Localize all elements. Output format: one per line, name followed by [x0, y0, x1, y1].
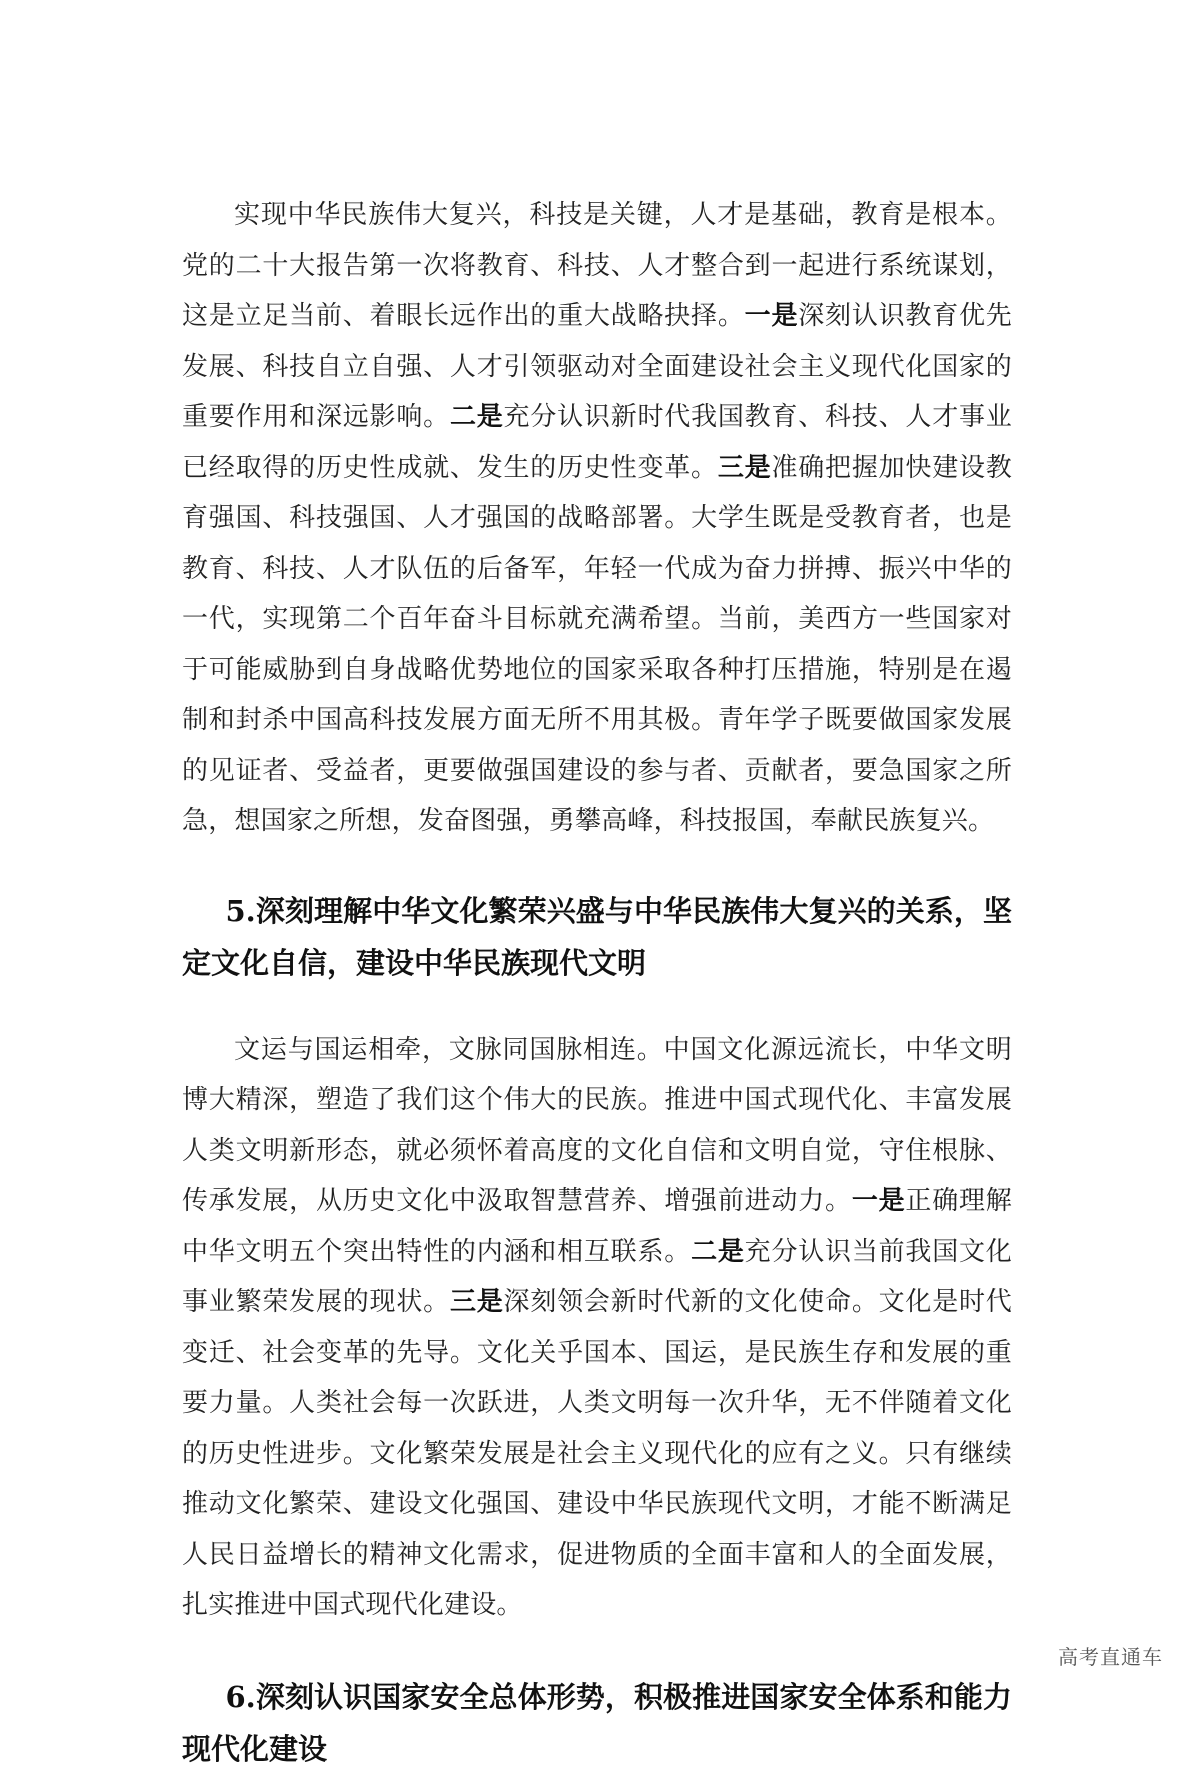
paragraph-text: 准确把握加快建设教育强国、科技强国、人才强国的战略部署。大学生既是受教育者，也是教育、科技、人才队伍的后备军，年轻一代成为奋力拼搏、振兴中华的一代，实现第二个百年奋斗目标就充满希望。当前，美西方一些国家对于可能威胁到自身战略优势地位的国家采取各种打压措施，特别是在遏制和封杀中国高科技发展方面无所不用其极。青年学子既要做国家发展的见证者、受益者，更要做强国建设的参与者、贡献者，要急国家之所急，想国家之所想，发奋图强，勇攀高峰，科技报国，奉献民族复兴。: [182, 452, 1012, 836]
section-heading-5: 5.深刻理解中华文化繁荣兴盛与中华民族伟大复兴的关系，坚定文化自信，建设中华民族现代文明: [182, 893, 1012, 980]
watermark-text: 高考直通车: [1058, 1645, 1163, 1669]
paragraph-text: 充分认识新时代我国教育、科技、人才事业已经取得的历史性成就、发生的历史性变革。: [182, 402, 1012, 483]
bold-label-second: 二是: [691, 1236, 745, 1267]
paragraph-text: 深刻认识教育优先发展、科技自立自强、人才引领驱动对全面建设社会主义现代化国家的重要作用和深远影响。: [182, 301, 1012, 432]
bold-label-first: 一是: [851, 1186, 906, 1216]
paragraph-text: 文运与国运相牵，文脉同国脉相连。中国文化源远流长，中华文明博大精深，塑造了我们这个伟大的民族。推进中国式现代化、丰富发展人类文明新形态，就必须怀着高度的文化自信和文明自觉，守住根脉、传承发展，从历史文化中汲取智慧营养、增强前进动力。: [182, 1034, 1012, 1216]
paragraph-culture: [182, 1025, 1012, 1631]
paragraph-text: 充分认识当前我国文化事业繁荣发展的现状。: [182, 1236, 1012, 1317]
section-heading-6: 6.深刻认识国家安全总体形势，积极推进国家安全体系和能力现代化建设: [182, 1679, 1012, 1766]
paragraph-education-science-talent: [182, 190, 1012, 847]
bold-label-second: 二是: [449, 402, 504, 432]
paragraph-text: 深刻领会新时代新的文化使命。文化是时代变迁、社会变革的先导。文化关乎国本、国运，是民族生存和发展的重要力量。人类社会每一次跃进，人类文明每一次升华，无不伴随着文化的历史性进步。文化繁荣发展是社会主义现代化的应有之义。只有继续推动文化繁荣、建设文化强国、建设中华民族现代文明，才能不断满足人民日益增长的精神文化需求，促进物质的全面丰富和人的全面发展，扎实推进中国式现代化建设。: [182, 1287, 1012, 1620]
bold-label-third: 三是: [449, 1287, 504, 1317]
bold-label-first: 一是: [744, 301, 799, 331]
document-page: [182, 190, 1012, 1775]
bold-label-third: 三是: [717, 452, 772, 483]
paragraph-text: 正确理解中华文明五个突出特性的内涵和相互联系。: [182, 1186, 1012, 1267]
paragraph-text: 实现中华民族伟大复兴，科技是关键，人才是基础，教育是根本。党的二十大报告第一次将教育、科技、人才整合到一起进行系统谋划，这是立足当前、着眼长远作出的重大战略抉择。: [182, 200, 1012, 331]
